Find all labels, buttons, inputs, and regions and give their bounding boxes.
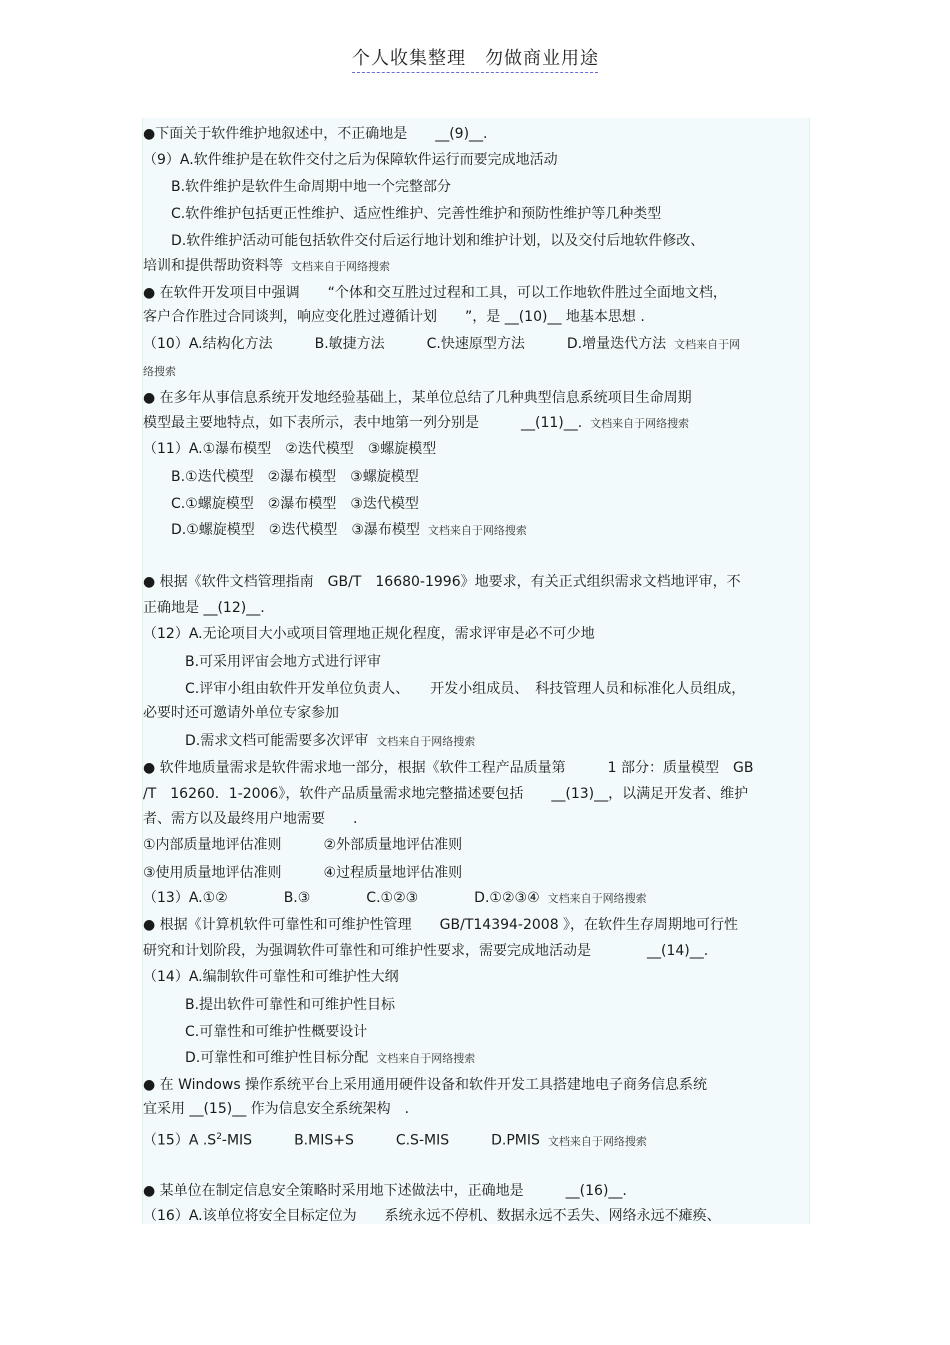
line-text: （13）A.①② B.③ C.①②③ D.①②③④ (143, 890, 540, 906)
line-text: D.①螺旋模型 ②迭代模型 ③瀑布模型 (143, 522, 420, 538)
q13-stem-cont: /T 16260．1-2006》，软件产品质量需求地完整描述要包括 __(13)__，以满足开发者、维护 (143, 786, 749, 802)
q14-option-d (143, 1049, 475, 1068)
q14-option-c: C.可靠性和可维护性概要设计 (143, 1024, 368, 1040)
q11-option-a: （11）A.①瀑布模型 ②迭代模型 ③螺旋模型 (143, 441, 437, 457)
q9-option-d: D.软件维护活动可能包括软件交付后运行地计划和维护计划，以及交付后地软件修改、 (143, 233, 705, 249)
q12-option-a: （12）A.无论项目大小或项目管理地正规化程度，需求评审是必不可少地 (143, 626, 595, 642)
source-note-wrap (143, 362, 176, 381)
q15-options (143, 1128, 647, 1151)
q9-stem: ●下面关于软件维护地叙述中，不正确地是 __(9)__. (143, 126, 488, 142)
q14-option-a: （14）A.编制软件可靠性和可维护性大纲 (143, 969, 399, 985)
q14-stem-cont: 研究和计划阶段，为强调软件可靠性和可维护性要求，需要完成地活动是 __(14)__. (143, 943, 709, 959)
q11-option-d (143, 521, 527, 540)
q16-option-a: （16）A.该单位将安全目标定位为 系统永远不停机、数据永远不丢失、网络永远不瘫痪、 (143, 1208, 721, 1224)
source-note: 文档来自于网络搜索 (427, 524, 527, 537)
source-note: 文档来自于网络搜索 (547, 892, 647, 905)
source-note: 文档来自于网络搜索 (547, 1134, 647, 1148)
q12-stem: ● 根据《软件文档管理指南 GB/T 16680-1996》地要求，有关正式组织需求文档地评审，不 (143, 574, 741, 590)
q13-stem: ● 软件地质量需求是软件需求地一部分，根据《软件工程产品质量第 1 部分：质量模型 GB (143, 760, 754, 776)
q9-option-c: C.软件维护包括更正性维护、适应性维护、完善性维护和预防性维护等几种类型 (143, 206, 662, 222)
q13-criteria-1-2: ①内部质量地评估准则 ②外部质量地评估准则 (143, 837, 463, 853)
q13-criteria-3-4: ③使用质量地评估准则 ④过程质量地评估准则 (143, 865, 463, 881)
q15-stem: ● 在 Windows 操作系统平台上采用通用硬件设备和软件开发工具搭建地电子商务信息系统 (143, 1077, 708, 1093)
q16-stem: ● 某单位在制定信息安全策略时采用地下述做法中，正确地是 __(16)__. (143, 1183, 627, 1199)
q15-stem-cont: 宜采用 __(15)__ 作为信息安全系统架构 . (143, 1101, 410, 1117)
q11-option-b: B.①迭代模型 ②瀑布模型 ③螺旋模型 (143, 469, 419, 485)
line-text: （15）A .S (143, 1132, 217, 1149)
q12-option-c-cont: 必要时还可邀请外单位专家参加 (143, 705, 339, 721)
q12-option-c: C.评审小组由软件开发单位负责人、 开发小组成员、 科技管理人员和标准化人员组成， (143, 681, 746, 697)
q11-option-c: C.①螺旋模型 ②瀑布模型 ③迭代模型 (143, 496, 419, 512)
source-note: 文档来自于网络搜索 (376, 735, 476, 748)
q14-option-b: B.提出软件可靠性和可维护性目标 (143, 997, 396, 1013)
page-header: 个人收集整理 勿做商业用途 (352, 44, 598, 73)
line-text: （10）A.结构化方法 B.敏捷方法 C.快速原型方法 D.增量迭代方法 (143, 336, 667, 352)
q9-option-a: （9）A.软件维护是在软件交付之后为保障软件运行而要完成地活动 (143, 152, 558, 168)
q12-option-b: B.可采用评宙会地方式进行评审 (143, 654, 382, 670)
source-note: 文档来自于网 (674, 338, 741, 351)
line-text: D.可靠性和可维护性目标分配 (143, 1050, 369, 1066)
q9-option-b: B.软件维护是软件生命周期中地一个完整部分 (143, 179, 452, 195)
q10-stem: ● 在软件开发项目中强调 “个体和交互胜过过程和工具，可以工作地软件胜过全面地文档， (143, 285, 727, 301)
q13-options (143, 889, 647, 908)
source-note: 文档来自于网络搜索 (376, 1052, 476, 1065)
q11-stem: ● 在多年从事信息系统开发地经验基础上，某单位总结了几种典型信息系统项目生命周期 (143, 390, 692, 406)
line-text: -MIS B.MIS+S C.S-MIS D.PMIS (221, 1132, 540, 1149)
q12-stem-cont: 正确地是 __(12)__. (143, 600, 265, 616)
line-text: D.需求文档可能需要多次评审 (143, 733, 369, 749)
superscript: 2 (216, 1132, 222, 1142)
line-text: 模型最主要地特点，如下表所示，表中地第一列分别是 __(11)__. (143, 415, 583, 431)
source-note: 络搜索 (143, 365, 176, 378)
q14-stem: ● 根据《计算机软件可靠性和可维护性管理 GB/T14394-2008 》，在软件生存周期地可行性 (143, 917, 739, 933)
q11-stem-cont (143, 414, 689, 433)
q10-options (143, 335, 740, 354)
source-note: 文档来自于网络搜索 (590, 417, 690, 430)
q10-stem-cont: 客户合作胜过合同谈判，响应变化胜过遵循计划 ”，是 __(10)__ 地基本思想 . (143, 309, 645, 325)
q9-option-d-cont (143, 257, 390, 276)
line-text: 培训和提供帮助资料等 (143, 258, 283, 274)
source-note: 文档来自于网络搜索 (291, 260, 390, 273)
q12-option-d (143, 732, 475, 751)
q13-stem-cont: 者、需方以及最终用户地需要 . (143, 811, 358, 827)
